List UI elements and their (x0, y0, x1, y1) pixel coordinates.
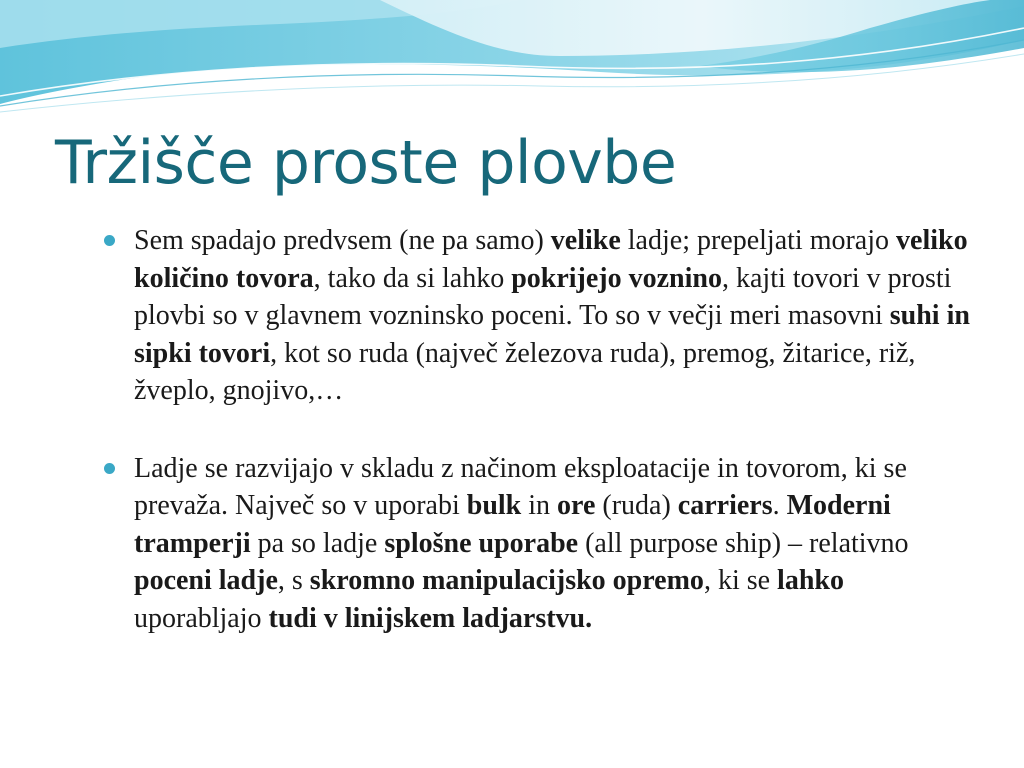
bold-text-run: suhi in sipki tovori (134, 300, 970, 369)
bullet-item-2 (102, 450, 972, 638)
bold-text-run: skromno manipulacijsko opremo (309, 565, 704, 596)
text-run: ladje; prepeljati morajo (620, 225, 897, 256)
bold-text-run: lahko (777, 565, 844, 596)
bold-text-run: poceni ladje (134, 565, 278, 596)
text-run: pa so ladje (250, 527, 385, 559)
bullet-dot-icon (104, 235, 115, 246)
bold-text-run: bulk (466, 490, 522, 521)
text-run: , kot so ruda (največ železova ruda), premog, žitarice, riž, žveplo, gnojivo,… (134, 337, 916, 406)
text-run: (all purpose ship) – relativno (578, 527, 909, 559)
bold-text-run: Moderni tramperji (134, 490, 891, 559)
header-wave-decoration (0, 0, 1024, 130)
text-run: , s (277, 565, 310, 596)
bullet-dot-icon (104, 463, 115, 474)
bold-text-run: pokrijejo voznino (511, 262, 722, 294)
text-run: (ruda) (595, 490, 678, 521)
bold-text-run: tudi v linijskem ladjarstvu. (268, 602, 593, 634)
text-run: , tako da si lahko (313, 262, 512, 294)
text-run: uporabljajo (134, 602, 269, 634)
bullet-text-2 (134, 450, 972, 638)
slide-title: Tržišče proste plovbe (55, 128, 677, 198)
text-run: Sem spadajo predvsem (ne pa samo) (134, 225, 551, 256)
bullet-list (102, 222, 972, 637)
text-run: , ki se (703, 565, 778, 596)
bullet-item-1 (102, 222, 972, 410)
bold-text-run: splošne uporabe (384, 527, 579, 559)
bold-text-run: carriers (677, 490, 773, 521)
text-run: Ladje se razvijajo v skladu z načinom eksploatacije in tovorom, ki se prevaža. Največ so v uporabi (134, 452, 907, 521)
bold-text-run: ore (557, 490, 596, 521)
text-run: in (521, 490, 558, 521)
text-run: . (772, 490, 787, 521)
text-run: , kajti tovori v prosti plovbi so v glavnem vozninsko poceni. To so v večji meri masovni (134, 262, 952, 331)
bullet-text-1 (134, 222, 972, 410)
bold-text-run: veliko količino tovora (134, 225, 968, 294)
bold-text-run: velike (550, 225, 621, 256)
